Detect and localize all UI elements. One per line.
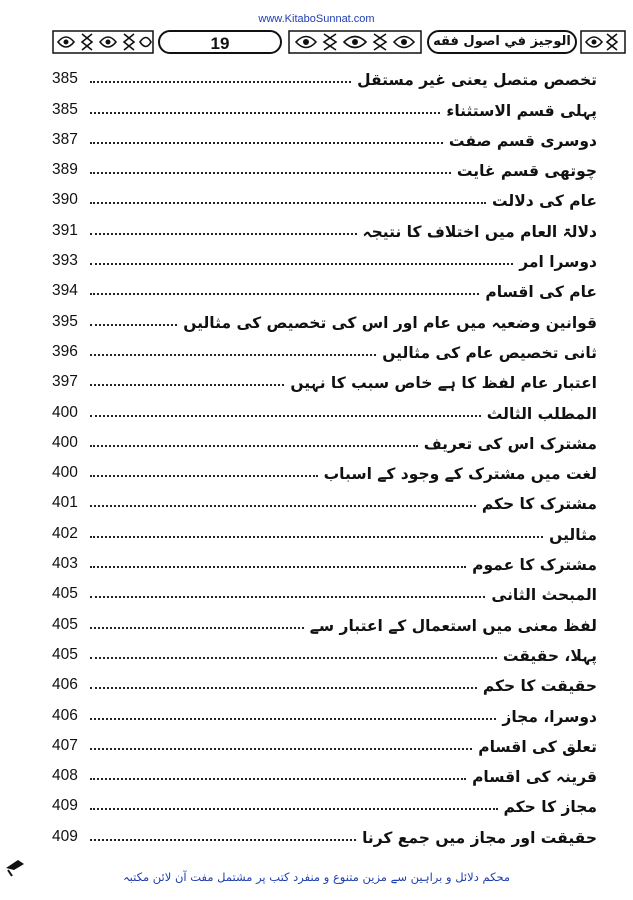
- toc-page-number: 400: [52, 433, 78, 451]
- toc-entry-title: مشترک کا عموم: [472, 556, 597, 575]
- toc-leader-dots: [90, 263, 513, 265]
- toc-page-number: 400: [52, 403, 78, 421]
- toc-row: [52, 607, 597, 637]
- toc-row: [52, 213, 597, 243]
- toc-page-number: 406: [52, 706, 78, 724]
- toc-page-number: 405: [52, 645, 78, 663]
- toc-entry-title: لفظ معنی میں استعمال کے اعتبار سے: [309, 616, 597, 635]
- toc-leader-dots: [90, 536, 543, 538]
- toc-page-number: 395: [52, 312, 78, 330]
- toc-page-number: 391: [52, 221, 78, 239]
- toc-leader-dots: [90, 445, 418, 447]
- toc-entry-title: دوسرا امر: [519, 253, 597, 272]
- toc-page-number: 389: [52, 161, 78, 179]
- site-url[interactable]: www.KitaboSunnat.com: [258, 13, 375, 25]
- toc-leader-dots: [90, 202, 486, 204]
- toc-entry-title: قوانین وضعیہ میں عام اور اس کی تخصیص کی مثالیں: [183, 313, 597, 332]
- toc-page-number: 390: [52, 191, 78, 209]
- toc-leader-dots: [90, 384, 284, 386]
- toc-row: [52, 819, 597, 849]
- toc-leader-dots: [90, 142, 443, 144]
- toc-row: [52, 789, 597, 819]
- toc-leader-dots: [90, 415, 481, 417]
- toc-leader-dots: [90, 808, 498, 810]
- toc-row: [52, 244, 597, 274]
- toc-entry-title: دوسری قسم صفت: [448, 131, 597, 150]
- toc-entry-title: اعتبار عام لفظ کا ہے خاص سبب کا نہیں: [290, 374, 597, 393]
- toc-leader-dots: [90, 233, 357, 235]
- toc-page-number: 393: [52, 252, 78, 270]
- toc-row: [52, 577, 597, 607]
- toc-entry-title: مشترک کا حکم: [481, 495, 597, 514]
- toc-row: [52, 486, 597, 516]
- toc-page-number: 409: [52, 797, 78, 815]
- toc-row: [52, 638, 597, 668]
- toc-row: [52, 92, 597, 122]
- toc-entry-title: حقیقت اور مجاز میں جمع کرنا: [362, 828, 597, 847]
- page-header: [52, 24, 627, 58]
- toc-leader-dots: [90, 778, 466, 780]
- toc-row: [52, 759, 597, 789]
- toc-page-number: 396: [52, 342, 78, 360]
- toc-leader-dots: [90, 475, 318, 477]
- toc-page-number: 406: [52, 676, 78, 694]
- toc-leader-dots: [90, 627, 304, 629]
- toc-entry-title: قرینہ کی اقسام: [472, 768, 597, 787]
- toc-row: [52, 123, 597, 153]
- toc-page-number: 401: [52, 494, 78, 512]
- toc-leader-dots: [90, 81, 351, 83]
- toc-page-number: 405: [52, 585, 78, 603]
- toc-row: [52, 153, 597, 183]
- toc-leader-dots: [90, 596, 485, 598]
- toc-entry-title: مشترک اس کی تعریف: [423, 434, 597, 453]
- toc-row: [52, 729, 597, 759]
- toc-row: [52, 183, 597, 213]
- toc-entry-title: مجاز کا حکم: [503, 798, 597, 817]
- toc-page-number: 385: [52, 70, 78, 88]
- toc-row: [52, 547, 597, 577]
- toc-page-number: 409: [52, 827, 78, 845]
- toc-page-number: 400: [52, 464, 78, 482]
- ornament-center-icon: [288, 30, 422, 54]
- toc-page-number: 394: [52, 282, 78, 300]
- toc-page-number: 408: [52, 767, 78, 785]
- toc-row: [52, 395, 597, 425]
- toc-row: [52, 456, 597, 486]
- toc-entry-title: پہلی قسم الاستثناء: [446, 101, 597, 120]
- toc-row: [52, 62, 597, 92]
- toc-leader-dots: [90, 718, 496, 720]
- toc-page-number: 407: [52, 736, 78, 754]
- toc-leader-dots: [90, 687, 477, 689]
- toc-row: [52, 668, 597, 698]
- toc-leader-dots: [90, 748, 472, 750]
- toc-leader-dots: [90, 324, 177, 326]
- toc-entry-title: چوتھی قسم غایت: [456, 162, 597, 181]
- toc-entry-title: ثانی تخصیص عام کی مثالیں: [382, 343, 597, 362]
- toc-row: [52, 365, 597, 395]
- toc-page-number: 402: [52, 524, 78, 542]
- toc-row: [52, 426, 597, 456]
- toc-page-number: 405: [52, 615, 78, 633]
- toc-leader-dots: [90, 293, 479, 295]
- toc-entry-title: المبحث الثانی: [491, 586, 597, 605]
- toc-row: [52, 304, 597, 334]
- corner-scan-mark-icon: [4, 856, 26, 882]
- toc-leader-dots: [90, 566, 466, 568]
- toc-entry-title: دلالۃ العام میں اختلاف کا نتیجہ: [362, 222, 597, 241]
- toc-entry-title: تعلق کی اقسام: [478, 737, 597, 756]
- toc-entry-title: تخصص متصل یعنی غیر مستقل: [357, 71, 597, 90]
- toc-page-number: 403: [52, 555, 78, 573]
- ornament-right-icon: [580, 30, 626, 54]
- toc-entry-title: عام کی دلالت: [492, 192, 597, 211]
- footer-tagline: محکم دلائل و براہین سے مزین متنوع و منفرد کتب پر مشتمل مفت آن لائن مکتبہ: [122, 870, 511, 884]
- table-of-contents: [52, 62, 597, 850]
- toc-page-number: 397: [52, 373, 78, 391]
- toc-leader-dots: [90, 172, 451, 174]
- book-title: الوجيز في اصول فقه: [427, 30, 577, 54]
- toc-entry-title: پہلا، حقیقت: [502, 646, 597, 665]
- toc-leader-dots: [90, 505, 476, 507]
- toc-row: [52, 274, 597, 304]
- toc-entry-title: المطلب الثالث: [486, 404, 597, 423]
- toc-row: [52, 516, 597, 546]
- toc-row: [52, 698, 597, 728]
- toc-page-number: 385: [52, 100, 78, 118]
- toc-entry-title: دوسرا، مجاز: [502, 707, 597, 726]
- toc-leader-dots: [90, 112, 440, 114]
- toc-row: [52, 335, 597, 365]
- toc-leader-dots: [90, 839, 356, 841]
- toc-entry-title: مثالیں: [549, 525, 597, 544]
- toc-entry-title: عام کی اقسام: [485, 283, 597, 302]
- page-number: 19: [158, 30, 282, 54]
- toc-page-number: 387: [52, 130, 78, 148]
- toc-leader-dots: [90, 657, 497, 659]
- toc-leader-dots: [90, 354, 376, 356]
- toc-entry-title: حقیقت کا حکم: [482, 677, 597, 696]
- toc-entry-title: لغت میں مشترک کے وجود کے اسباب: [323, 465, 597, 484]
- ornament-left-icon: [52, 30, 154, 54]
